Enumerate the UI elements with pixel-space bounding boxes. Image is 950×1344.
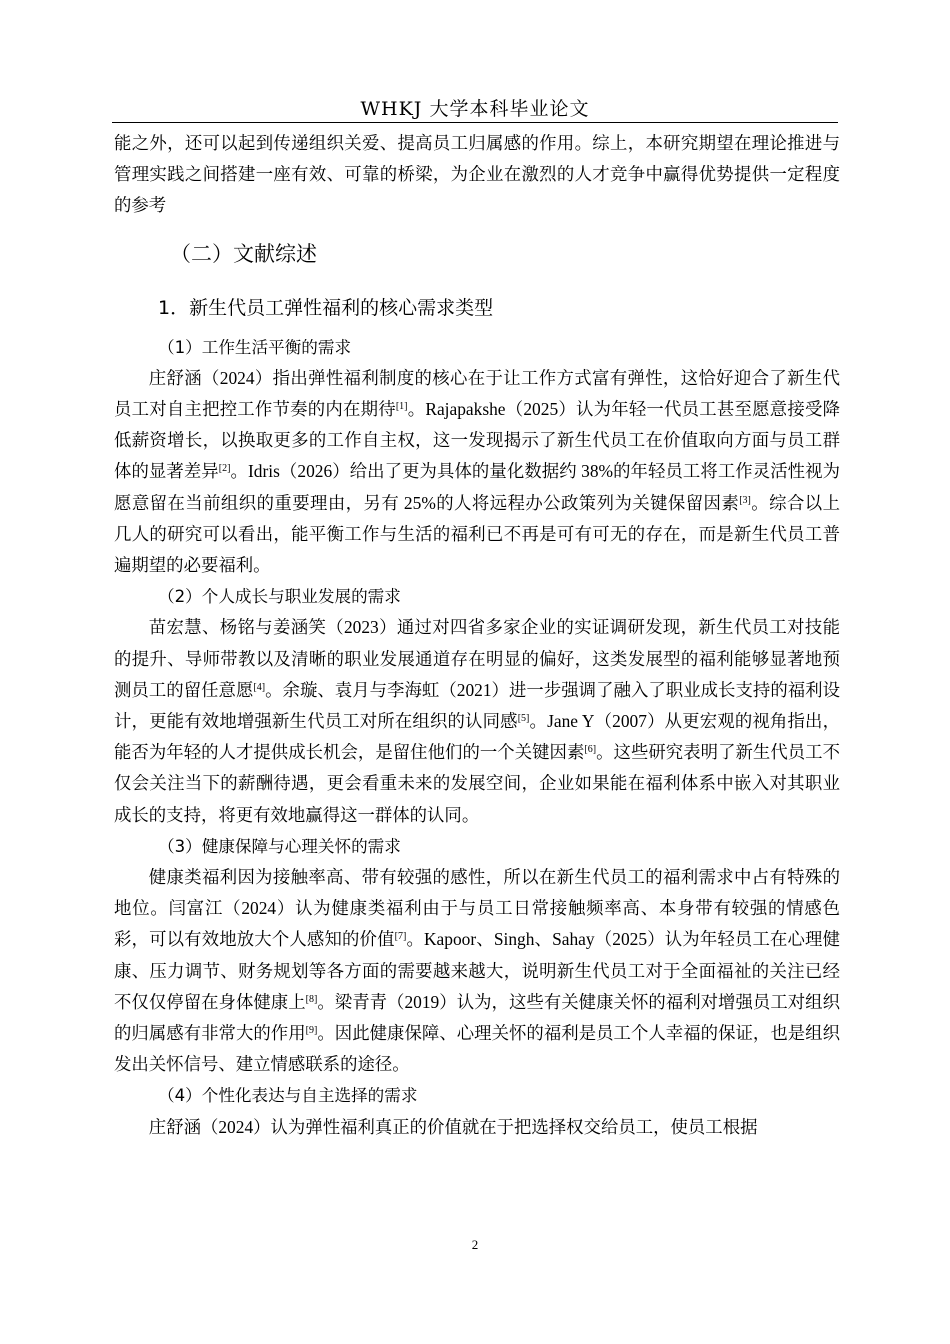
citation-reference: [5] bbox=[517, 713, 530, 725]
citation-reference: [8] bbox=[305, 993, 318, 1005]
citation-reference: [2] bbox=[218, 463, 231, 475]
need-type-paragraph bbox=[114, 612, 840, 830]
paragraph-text: 庄舒涵（2024）指出弹性福利制度的核心在于让工作方式富有弹性，这恰好迎合了新生代员工对自主把控工作节奏的内在期待 bbox=[114, 367, 840, 420]
citation-reference: [6] bbox=[584, 744, 597, 756]
need-type-heading: （1）工作生活平衡的需求 bbox=[158, 337, 352, 357]
need-type-paragraph bbox=[114, 363, 840, 581]
citation-reference: [7] bbox=[394, 931, 407, 943]
section-heading: （二）文献综述 bbox=[170, 241, 317, 266]
paragraph-text: 。Idris（2026）给出了更为具体的量化数据约 38%的年轻员工将工作灵活性视为愿意留在当前组织的重要理由，另有 25%的人将远程办公政策列为关键保留因素 bbox=[114, 461, 840, 513]
header-divider bbox=[112, 122, 838, 123]
paragraph-text: 。梁青青（2019）认为，这些有关健康关怀的福利对增强员工对组织的归属感有非常大的作用 bbox=[114, 991, 840, 1044]
need-type-paragraph bbox=[114, 1112, 840, 1143]
need-type-list bbox=[114, 332, 840, 1143]
paragraph-text: 。Kapoor、Singh、Sahay（2025）认为年轻员工在心理健康、压力调节、财务规划等各方面的需要越来越大，说明新生代员工对于全面福祉的关注已经不仅仅停留在身体健康上 bbox=[114, 929, 840, 1012]
paragraph-text: 庄舒涵（2024）认为弹性福利真正的价值就在于把选择权交给员工，使员工根据 bbox=[148, 1116, 758, 1137]
citation-reference: [4] bbox=[253, 681, 266, 693]
subsection-heading: 1．新生代员工弹性福利的核心需求类型 bbox=[158, 296, 494, 319]
running-header: WHKJ 大学本科毕业论文 bbox=[360, 98, 590, 120]
paragraph-text: 苗宏慧、杨铭与姜涵笑（2023）通过对四省多家企业的实证调研发现，新生代员工对技能的提升、导师带教以及清晰的职业发展通道存在明显的偏好，这类发展型的福利能够显著地预测员工的留任意愿 bbox=[114, 617, 840, 700]
paragraph-text: 。余璇、袁月与李海虹（2021）进一步强调了融入了职业成长支持的福利设计，更能有效地增强新生代员工对所在组织的认同感 bbox=[114, 679, 840, 732]
citation-reference: [9] bbox=[305, 1025, 318, 1037]
need-type-heading: （2）个人成长与职业发展的需求 bbox=[158, 587, 401, 607]
need-type-heading: （4）个性化表达与自主选择的需求 bbox=[158, 1086, 418, 1106]
citation-reference: [3] bbox=[739, 494, 751, 506]
page-body bbox=[114, 128, 840, 1143]
page-number: 2 bbox=[471, 1237, 479, 1252]
citation-reference: [1] bbox=[395, 401, 408, 413]
paragraph-text: 。Jane Y（2007）从更宏观的视角指出，能否为年轻的人才提供成长机会，是留住他们的一个关键因素 bbox=[114, 711, 840, 763]
paragraph-text: 。因此健康保障、心理关怀的福利是员工个人幸福的保证，也是组织发出关怀信号、建立情感联系的途径。 bbox=[114, 1023, 840, 1075]
need-type-paragraph bbox=[114, 862, 840, 1080]
paragraph-text: 健康类福利因为接触率高、带有较强的感性，所以在新生代员工的福利需求中占有特殊的地位。闫富江（2024）认为健康类福利由于与员工日常接触频率高、本身带有较强的情感色彩，可以有效地放大个人感知的价值 bbox=[114, 867, 840, 950]
paragraph-text: 。Rajapakshe（2025）认为年轻一代员工甚至愿意接受降低薪资增长，以换取更多的工作自主权，这一发现揭示了新生代员工在价值取向方面与员工群体的显著差异 bbox=[114, 399, 840, 482]
paragraph-text: 。这些研究表明了新生代员工不仅会关注当下的薪酬待遇，更会看重未来的发展空间，企业如果能在福利体系中嵌入对其职业成长的支持，将更有效地赢得这一群体的认同。 bbox=[114, 742, 840, 825]
paragraph-text: 。综合以上几人的研究可以看出，能平衡工作与生活的福利已不再是可有可无的存在，而是新生代员工普遍期望的必要福利。 bbox=[114, 492, 840, 576]
need-type-heading: （3）健康保障与心理关怀的需求 bbox=[158, 836, 401, 856]
intro-paragraph-tail: 能之外，还可以起到传递组织关爱、提高员工归属感的作用。综上，本研究期望在理论推进与管理实践之间搭建一座有效、可靠的桥梁，为企业在激烈的人才竞争中赢得优势提供一定程度的参考 bbox=[114, 133, 840, 216]
